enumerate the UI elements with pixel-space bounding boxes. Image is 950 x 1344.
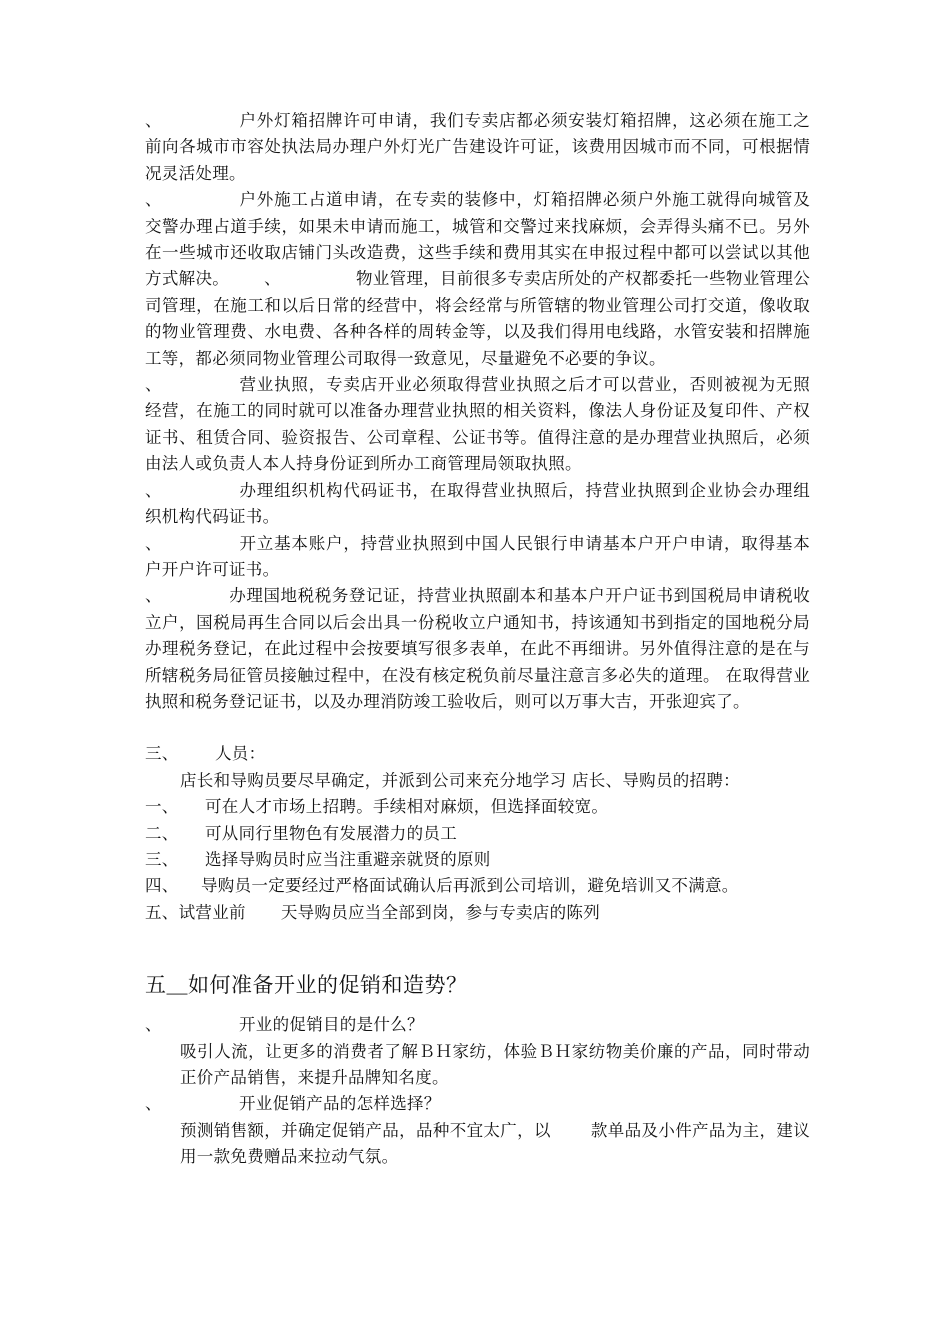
paragraph-text: 营业执照，专卖店开业必须取得营业执照之后才可以营业，否则被视为无照经营，在施工的同时就可以准备办理营业执照的相关资料，像法人身份证及复印件、产权证书、租赁合同、验资报告、公司章程、公证书等。值得注意的是办理营业执照后，必须由法人或负责人本人持身份证到所办工商管理局领取执照。 — [145, 375, 810, 474]
paragraph-tax-registration — [145, 583, 810, 715]
staff-item-1 — [145, 794, 810, 820]
paragraph-text: 物业管理，目前很多专卖店所处的产权都委托一些物业管理公司管理，在施工和以后日常的经营中，将会经常与所管辖的物业管理公司打交道，像收取的物业管理费、水电费、各种各样的周转金等，以及我们得用电线路，水管安装和招牌施工等，都必须同物业管理公司取得一致意见，尽量避免不必要的争议。 — [145, 269, 810, 368]
spacer — [145, 715, 810, 741]
item-text: 天导购员应当全部到岗，参与专卖店的陈列 — [280, 902, 601, 922]
question-1 — [145, 1012, 810, 1038]
staff-item-3 — [145, 847, 810, 873]
paragraph-text: 办理国地税税务登记证，持营业执照副本和基本户开户证书到国税局申请税收立户，国税局再生合同以后会出具一份税收立户通知书，持该通知书到指定的国地税分局办理税务登记，在此过程中会按要填写很多表单，在此不再细讲。另外值得注意的是在与所辖税务局征管员接触过程中，在没有核定税负前尽量注意言多必失的道理。 在取得营业执照和税务登记证书，以及办理消防竣工验收后，则可以万事大吉，开张迎宾了。 — [145, 586, 810, 711]
paragraph-outdoor-sign-permit — [145, 108, 810, 187]
list-mark: 、 — [264, 269, 281, 289]
list-mark: 、 — [145, 375, 162, 395]
spacer — [145, 926, 810, 970]
item-number: 四、 — [145, 876, 179, 896]
paragraph-road-occupation — [145, 187, 810, 372]
list-mark: 、 — [145, 533, 162, 553]
paragraph-text: 户外灯箱招牌许可申请，我们专卖店都必须安装灯箱招牌，这必须在施工之前向各城市市容处执法局办理户外灯光广告建设许可证，该费用因城市而不同，可根据情况灵活处理。 — [145, 111, 810, 183]
question-2 — [145, 1091, 810, 1117]
paragraph-business-license — [145, 372, 810, 478]
list-mark: 、 — [145, 586, 162, 606]
list-mark: 、 — [145, 111, 162, 130]
item-number: 二、 — [145, 823, 179, 843]
question-text: 开业的促销目的是什么？ — [239, 1015, 424, 1035]
staff-heading — [145, 741, 810, 767]
paragraph-text: 办理组织机构代码证书，在取得营业执照后，持营业执照到企业协会办理组织机构代码证书。 — [145, 480, 810, 527]
list-mark: 、 — [145, 480, 162, 500]
item-text: 可在人才市场上招聘。手续相对麻烦，但选择面较宽。 — [205, 797, 609, 817]
list-mark: 、 — [145, 1094, 162, 1114]
section-title: 人员： — [215, 744, 266, 764]
paragraph-basic-account — [145, 531, 810, 584]
paragraph-text: 开立基本账户，持营业执照到中国人民银行申请基本户开户申请，取得基本户开户许可证书。 — [145, 533, 810, 579]
list-mark: 、 — [145, 190, 162, 210]
staff-item-4 — [145, 873, 810, 899]
item-text: 可从同行里物色有发展潜力的员工 — [205, 823, 457, 843]
item-text: 导购员一定要经过严格面试确认后再派到公司培训，避免培训又不满意。 — [201, 876, 739, 896]
staff-intro: 店长和导购员要尽早确定，并派到公司来充分地学习 店长、导购员的招聘： — [180, 770, 740, 790]
section-number: 三、 — [145, 744, 179, 764]
answer-text: 款单品及小件产品为主，建议用一款免费赠品来拉动气氛。 — [180, 1120, 810, 1167]
answer-1: 吸引人流，让更多的消费者了解ＢＨ家纺，体验ＢＨ家纺物美价廉的产品，同时带动正价产品销售，来提升品牌知名度。 — [180, 1041, 810, 1087]
staff-item-2 — [145, 821, 810, 847]
section-heading: 五＿如何准备开业的促销和造势？ — [145, 973, 468, 998]
question-text: 开业促销产品的怎样选择？ — [239, 1094, 441, 1114]
list-mark: 、 — [145, 1015, 162, 1035]
staff-item-5 — [145, 900, 810, 926]
item-number: 一、 — [145, 797, 179, 817]
item-text: 选择导购员时应当注重避亲就贤的原则 — [205, 849, 491, 869]
item-text: 五、试营业前 — [145, 902, 246, 922]
document-body — [145, 108, 810, 1171]
item-number: 三、 — [145, 849, 179, 869]
answer-2 — [145, 1118, 810, 1171]
paragraph-organization-code — [145, 478, 810, 531]
answer-text: 预测销售额，并确定促销产品，品种不宜太广，以 — [180, 1120, 551, 1140]
paragraph-text: 户外施工占道申请，在专卖的装修中，灯箱招牌必须户外施工就得向城管及交警办理占道手续，如果未申请而施工，城管和交警过来找麻烦，会弄得头痛不已。另外在一些城市还收取店铺门头改造费，这些手续和费用其实在申报过程中都可以尝试以其他方式解决。 — [145, 190, 810, 289]
